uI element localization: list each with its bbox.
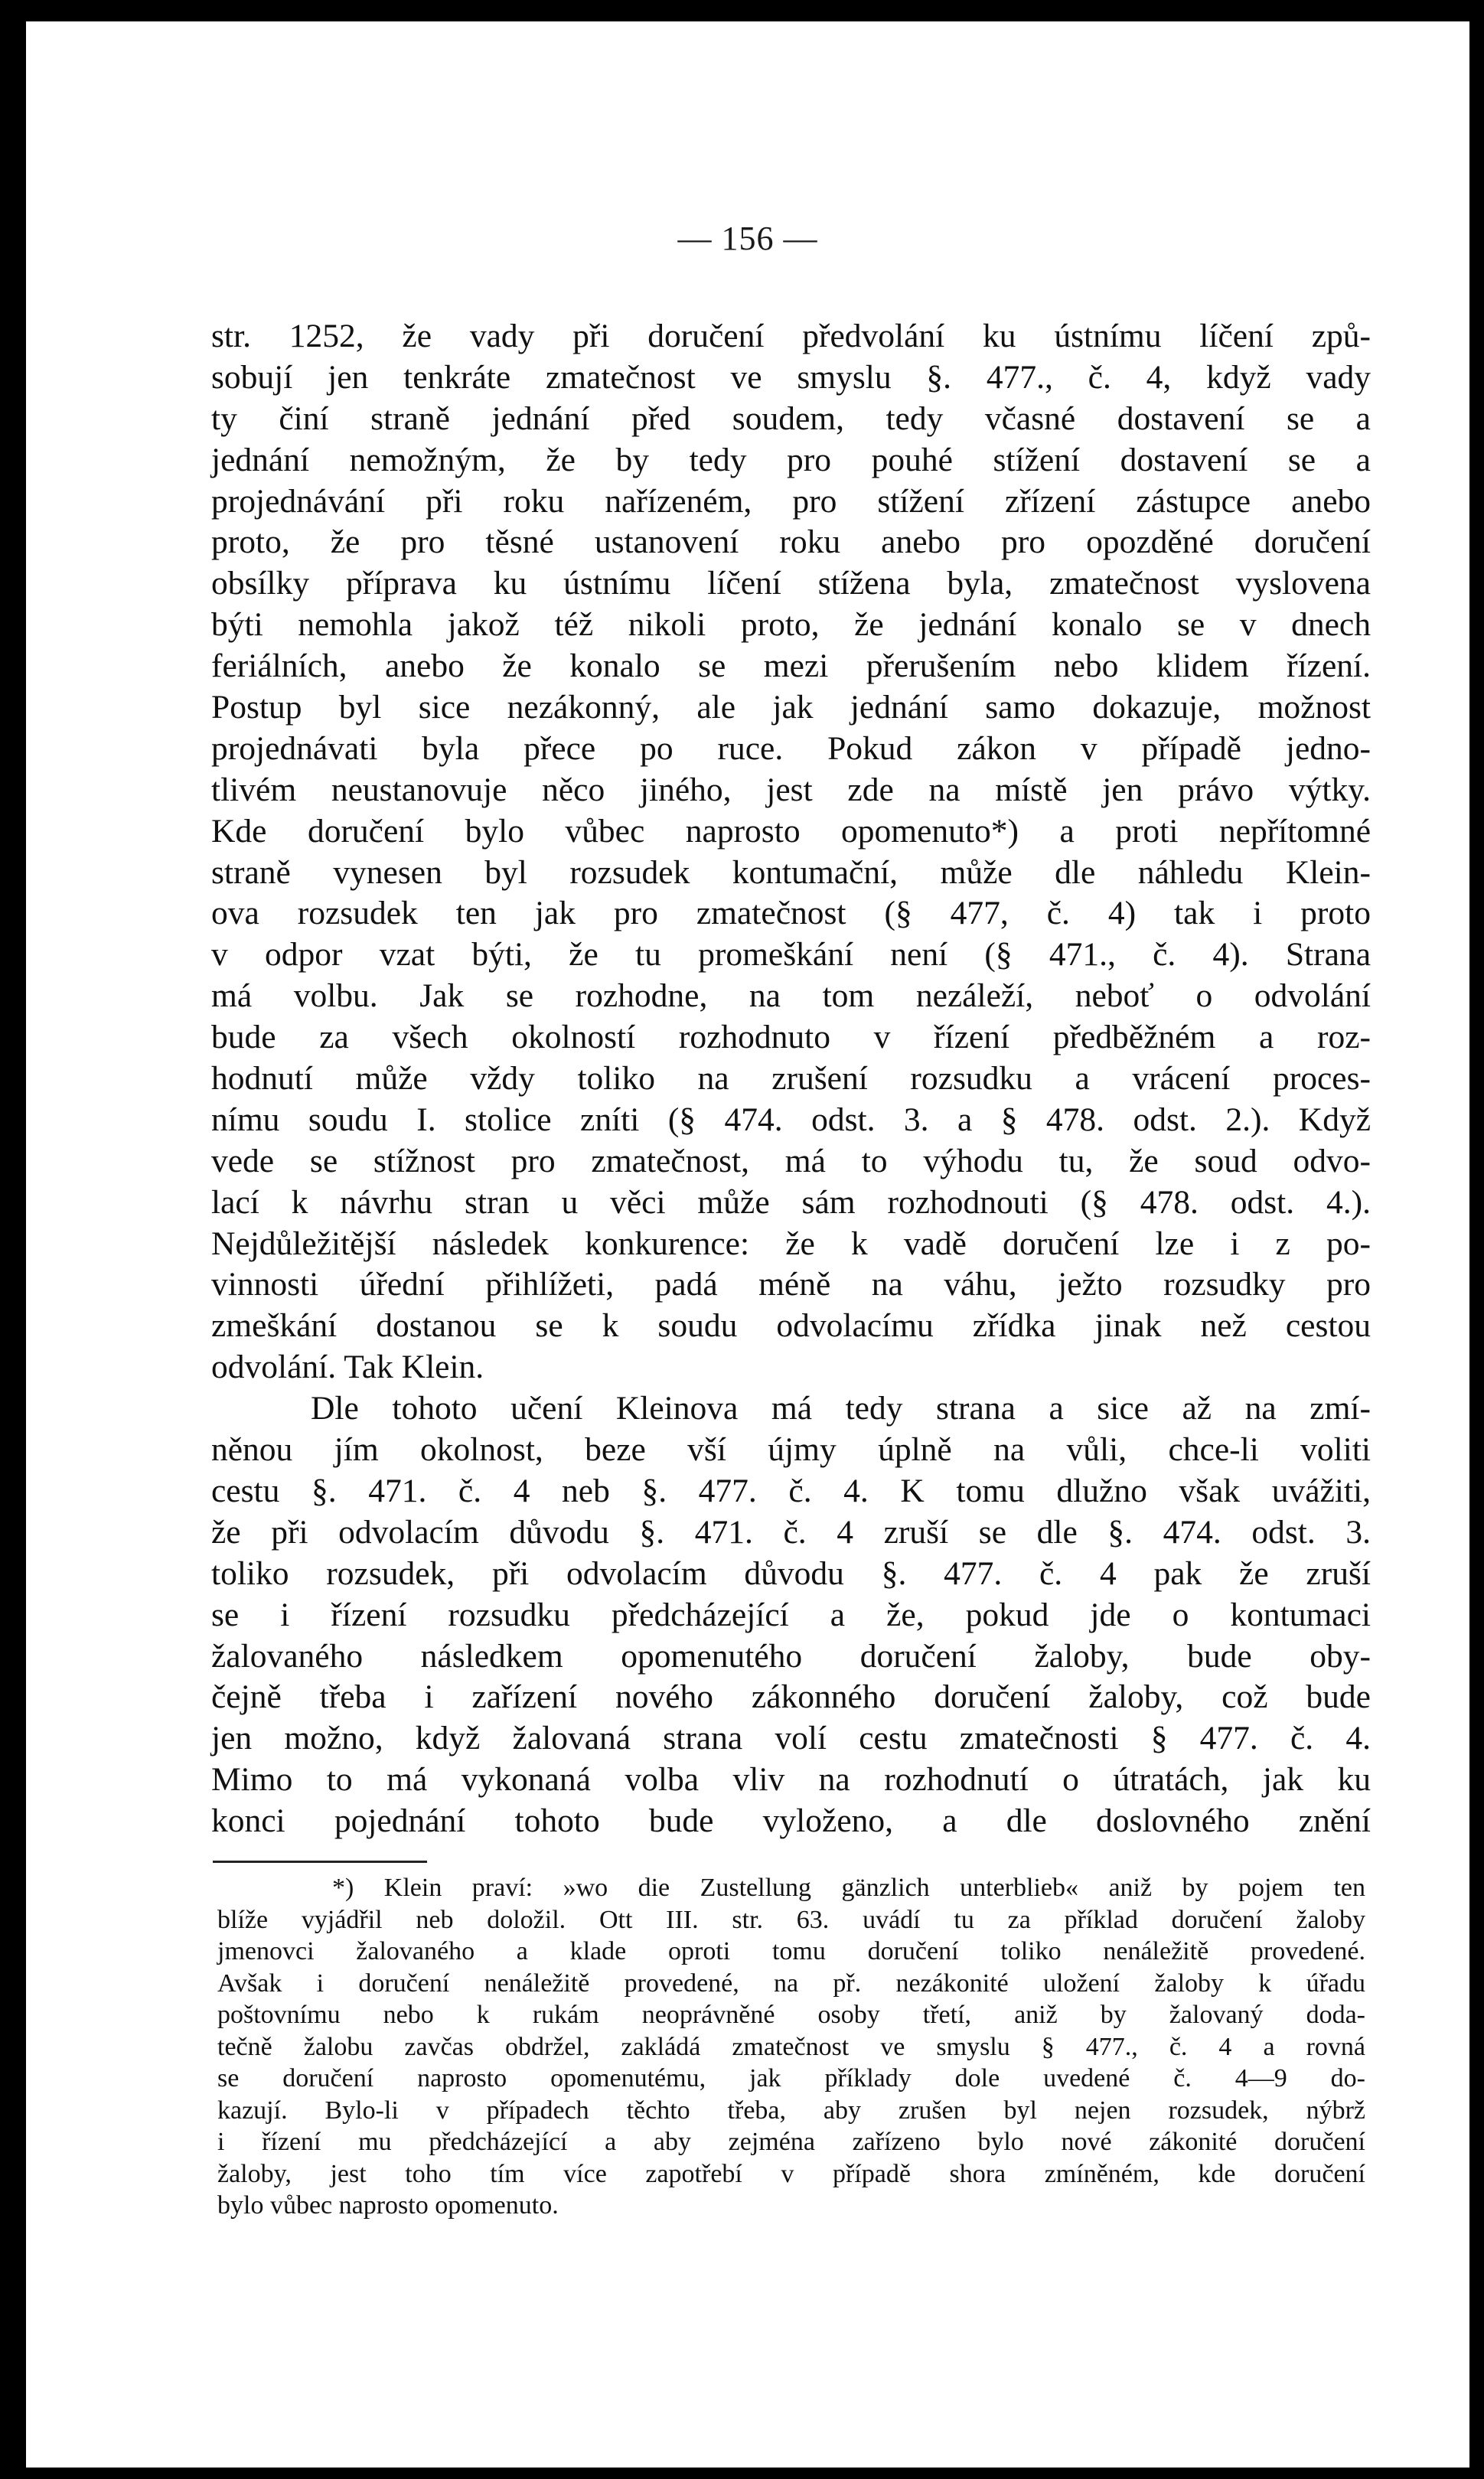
text-line: projednávati byla přece po ruce. Pokud zákon v případě jedno- [211, 729, 1371, 767]
page-number: — 156 — [677, 220, 818, 257]
footnote-line: bylo vůbec naprosto opomenuto. [217, 2191, 559, 2220]
text-line: tlivém neustanovuje něco jiného, jest zde na místě jen právo výtky. [211, 771, 1371, 808]
text-line: Kde doručení bylo vůbec naprosto opomenuto*) a proti nepřítomné [211, 812, 1371, 850]
text-line: že při odvolacím důvodu §. 471. č. 4 zruší se dle §. 474. odst. 3. [211, 1513, 1371, 1551]
text-line: odvolání. Tak Klein. [211, 1349, 484, 1386]
text-line: se i řízení rozsudku předcházející a že, pokud jde o kontumaci [211, 1596, 1371, 1633]
footnote-line: žaloby, jest toho tím více zapotřebí v případě shora zmíněném, kde doručení [217, 2159, 1365, 2188]
text-line: zmeškání dostanou se k soudu odvolacímu zřídka jinak než cestou [211, 1307, 1371, 1345]
text-line: toliko rozsudek, při odvolacím důvodu §. 477. č. 4 pak že zruší [211, 1554, 1371, 1592]
text-line: obsílky příprava ku ústnímu líčení stížena byla, zmatečnost vyslovena [211, 565, 1371, 602]
main-text [211, 316, 1371, 1842]
text-line: Postup byl sice nezákonný, ale jak jednání samo dokazuje, možnost [211, 689, 1371, 726]
text-line: čejně třeba i zařízení nového zákonného doručení žaloby, což bude [211, 1678, 1371, 1716]
book-page [26, 21, 1469, 2468]
text-line: sobují jen tenkráte zmatečnost ve smyslu §. 477., č. 4, když vady [211, 358, 1371, 396]
text-line: hodnutí může vždy toliko na zrušení rozsudku a vrácení proces- [211, 1060, 1371, 1098]
text-line: vede se stížnost pro zmatečnost, má to výhodu tu, že soud odvo- [211, 1142, 1371, 1179]
text-line: žalovaného následkem opomenutého doručení žaloby, bude oby- [211, 1637, 1371, 1675]
footnote-line: *) Klein praví: »wo die Zustellung gänzlich unterblieb« aniž by pojem ten [332, 1874, 1365, 1902]
footnote [217, 1872, 1365, 2222]
text-line: jednání nemožným, že by tedy pro pouhé stížení dostavení se a [211, 441, 1371, 478]
text-line: v odpor vzat býti, že tu promeškání není (§ 471., č. 4). Strana [211, 936, 1371, 974]
text-line: býti nemohla jakož též nikoli proto, že jednání konalo se v dnech [211, 606, 1371, 644]
text-line: feriálních, anebo že konalo se mezi přerušením nebo klidem řízení. [211, 647, 1371, 685]
text-line: projednávání při roku nařízeném, pro stížení zřízení zástupce anebo [211, 482, 1371, 520]
footnote-line: i řízení mu předcházející a aby zejména zařízeno bylo nové zákonité doručení [217, 2128, 1365, 2156]
text-line: bude za všech okolností rozhodnuto v řízení předběžném a roz- [211, 1019, 1371, 1056]
text-line: konci pojednání tohoto bude vyloženo, a dle doslovného znění [211, 1802, 1371, 1840]
footnote-line: tečně žalobu zavčas obdržel, zakládá zmatečnost ve smyslu § 477., č. 4 a rovná [217, 2032, 1365, 2061]
text-line: jen možno, když žalovaná strana volí cestu zmatečnosti § 477. č. 4. [211, 1720, 1371, 1757]
text-line: cestu §. 471. č. 4 neb §. 477. č. 4. K tomu dlužno však uvážiti, [211, 1472, 1371, 1509]
footnote-line: se doručení naprosto opomenutému, jak příklady dole uvedené č. 4—9 do- [217, 2064, 1365, 2092]
text-line: ova rozsudek ten jak pro zmatečnost (§ 477, č. 4) tak i proto [211, 895, 1371, 932]
text-line: něnou jím okolnost, beze vší újmy úplně na vůli, chce-li voliti [211, 1431, 1371, 1469]
text-line: Mimo to má vykonaná volba vliv na rozhodnutí o útratách, jak ku [211, 1761, 1371, 1799]
footnote-line: blíže vyjádřil neb doložil. Ott III. str. 63. uvádí tu za příklad doručení žaloby [217, 1905, 1365, 1934]
footnote-line: poštovnímu nebo k rukám neoprávněné osoby třetí, aniž by žalovaný doda- [217, 2001, 1365, 2029]
text-line: Nejdůležitější následek konkurence: že k vadě doručení lze i z po- [211, 1225, 1371, 1262]
text-line: Dle tohoto učení Kleinova má tedy strana a sice až na zmí- [311, 1390, 1371, 1427]
text-line: straně vynesen byl rozsudek kontumační, může dle náhledu Klein- [211, 853, 1371, 891]
text-line: str. 1252, že vady při doručení předvolání ku ústnímu líčení způ- [211, 318, 1371, 354]
text-line: vinnosti úřední přihlížeti, padá méně na váhu, ježto rozsudky pro [211, 1266, 1371, 1303]
text-line: má volbu. Jak se rozhodne, na tom nezáleží, neboť o odvolání [211, 977, 1371, 1015]
text-line: ty činí straně jednání před soudem, tedy včasné dostavení se a [211, 400, 1371, 437]
text-line: proto, že pro těsné ustanovení roku anebo pro opozděné doručení [211, 524, 1371, 561]
text-line: nímu soudu I. stolice zníti (§ 474. odst. 3. a § 478. odst. 2.). Když [211, 1101, 1371, 1138]
footnote-divider [213, 1861, 427, 1863]
footnote-line: Avšak i doručení nenáležitě provedené, na př. nezákonité uložení žaloby k úřadu [217, 1969, 1365, 1998]
footnote-line: kazují. Bylo-li v případech těchto třeba, aby zrušen byl nejen rozsudek, nýbrž [217, 2096, 1365, 2125]
text-line: lací k návrhu stran u věci může sám rozhodnouti (§ 478. odst. 4.). [211, 1183, 1371, 1221]
footnote-line: jmenovci žalovaného a klade oproti tomu doručení toliko nenáležitě provedené. [217, 1937, 1365, 1965]
